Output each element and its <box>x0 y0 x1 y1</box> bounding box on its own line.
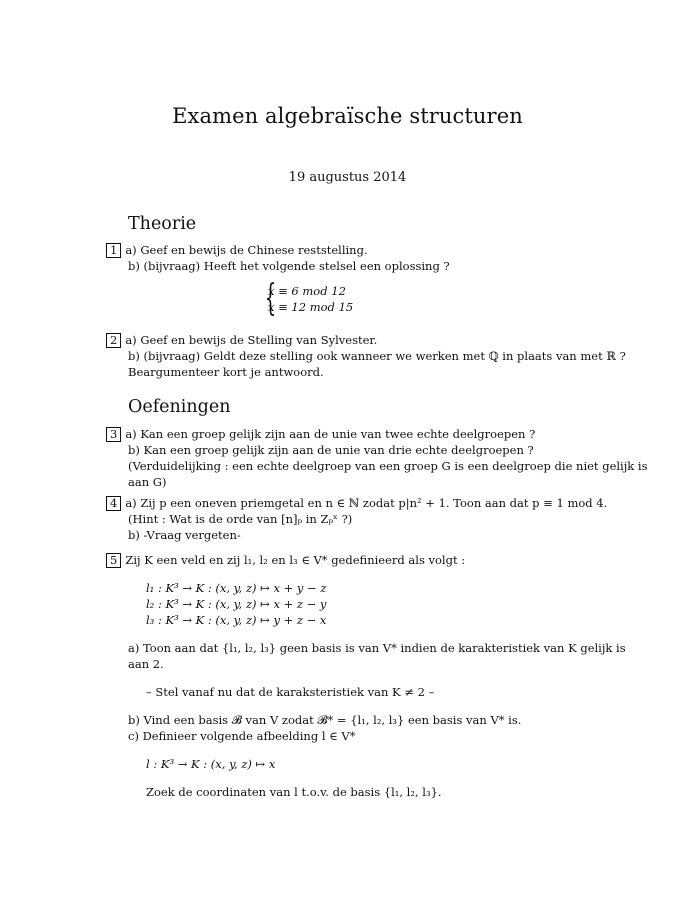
question-5-intro: Zij K een veld en zij l₁, l₂ en l₃ ∈ V* gedefinieerd als volgt : <box>125 553 466 567</box>
document-title: Examen algebraïsche structuren <box>172 104 523 128</box>
map-l1: l₁ : K³ → K : (x, y, z) ↦ x + y − z <box>146 581 327 595</box>
congruence-system <box>264 278 354 319</box>
document-date: 19 augustus 2014 <box>288 170 407 185</box>
congruence-eq-1: x ≡ 6 mod 12 <box>268 284 346 298</box>
question-2a-text: a) Geef en bewijs de Stelling van Sylvester. <box>125 333 378 347</box>
section-theory-heading: Theorie <box>128 214 197 234</box>
section-exercises-heading: Oefeningen <box>128 397 231 417</box>
question-3b-text: b) Kan een groep gelijk zijn aan de unie van drie echte deelgroepen ? <box>128 443 534 457</box>
question-3a-text: a) Kan een groep gelijk zijn aan de unie van twee echte deelgroepen ? <box>125 427 536 441</box>
question-2 <box>106 332 626 380</box>
question-number-4: 4 <box>106 496 121 511</box>
map-l2: l₂ : K³ → K : (x, y, z) ↦ x + z − y <box>146 597 327 611</box>
question-number-3: 3 <box>106 427 121 442</box>
question-1a-text: a) Geef en bewijs de Chinese reststelling. <box>125 243 368 257</box>
question-number-5: 5 <box>106 553 121 568</box>
question-5 <box>106 552 626 800</box>
map-l3: l₃ : K³ → K : (x, y, z) ↦ y + z − x <box>146 613 327 627</box>
question-3 <box>106 426 648 490</box>
question-2b-continued: Beargumenteer kort je antwoord. <box>128 365 324 379</box>
left-brace-icon: { <box>264 278 277 319</box>
question-5b-text: b) Vind een basis 𝓑 van V zodat 𝓑* = {l₁, l₂, l₃} een basis van V* is. <box>128 713 522 727</box>
question-5a-text: a) Toon aan dat {l₁, l₂, l₃} geen basis is van V* indien de karakteristiek van K gelijk is <box>128 641 626 655</box>
question-2b-text: b) (bijvraag) Geldt deze stelling ook wanneer we werken met ℚ in plaats van met ℝ ? <box>128 349 626 363</box>
question-5c-text: c) Definieer volgende afbeelding l ∈ V* <box>128 729 356 743</box>
question-1b-text: b) (bijvraag) Heeft het volgende stelsel een oplossing ? <box>128 259 450 273</box>
question-number-1: 1 <box>106 243 121 258</box>
congruence-eq-2: x ≡ 12 mod 15 <box>268 300 354 314</box>
question-4b-text: b) -Vraag vergeten- <box>128 528 241 542</box>
question-4-hint: (Hint : Wat is de orde van [n]ₚ in Zₚˣ ?) <box>128 512 353 526</box>
question-5c-task: Zoek de coordinaten van l t.o.v. de basis {l₁, l₂, l₃}. <box>146 785 442 799</box>
question-4a-text: a) Zij p een oneven priemgetal en n ∈ ℕ zodat p|n² + 1. Toon aan dat p ≡ 1 mod 4. <box>125 496 608 510</box>
question-4 <box>106 495 608 543</box>
question-number-2: 2 <box>106 333 121 348</box>
map-l: l : K³ → K : (x, y, z) ↦ x <box>146 757 276 771</box>
question-3-clarification: (Verduidelijking : een echte deelgroep van een groep G is een deelgroep die niet gelijk is <box>128 459 648 473</box>
question-5-assumption: – Stel vanaf nu dat de karaksteristiek van K ≠ 2 – <box>146 685 435 699</box>
question-1 <box>106 242 576 274</box>
question-3-clarification-end: aan G) <box>128 475 167 489</box>
question-5a-continued: aan 2. <box>128 657 164 671</box>
